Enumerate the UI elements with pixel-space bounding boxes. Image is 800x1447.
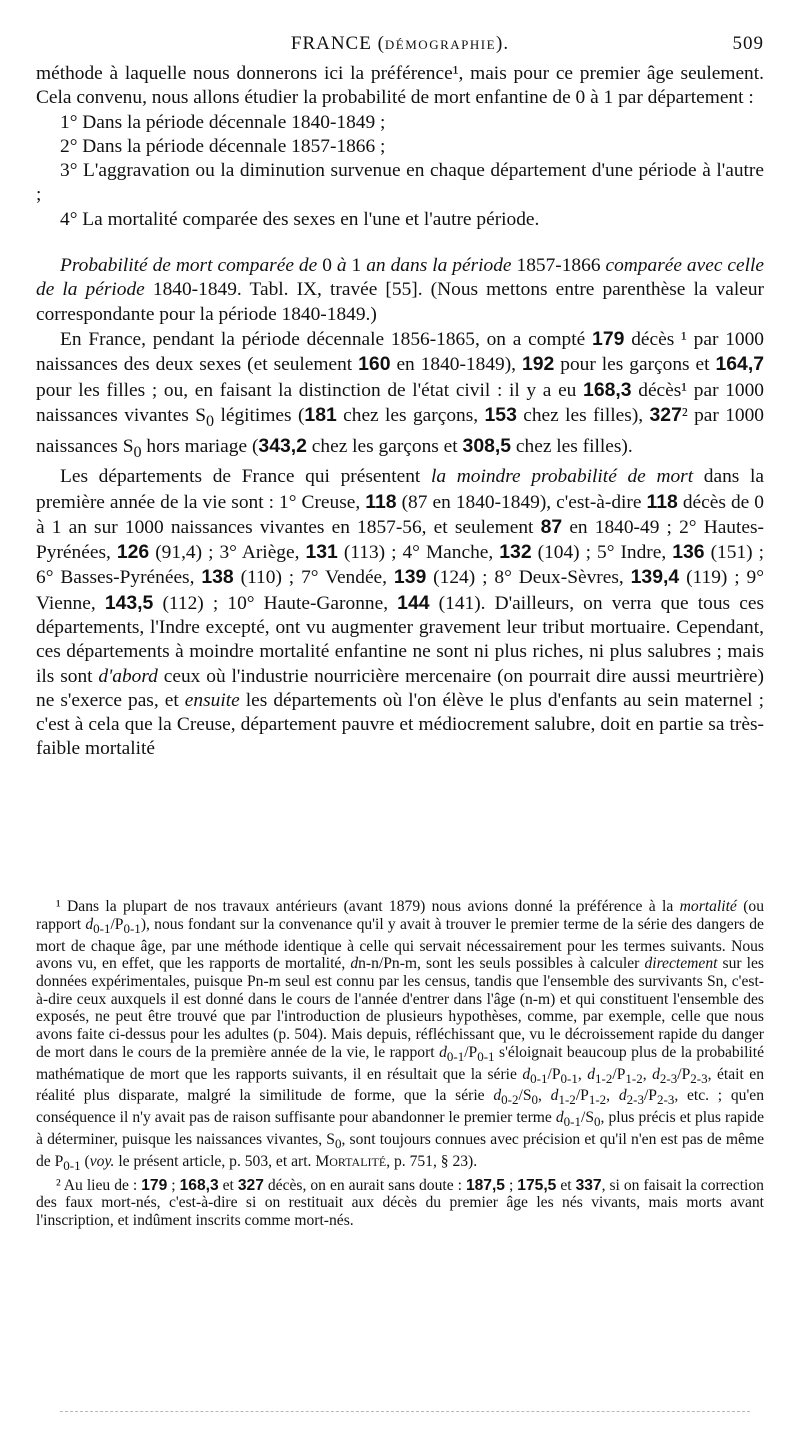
bottom-rule bbox=[60, 1411, 750, 1412]
paragraph-gap bbox=[36, 232, 764, 254]
running-title-end: ). bbox=[496, 33, 510, 54]
main-text bbox=[36, 62, 764, 762]
page-number: 509 bbox=[732, 33, 764, 54]
running-title-subject: DÉMOGRAPHIE bbox=[384, 37, 497, 52]
paragraph: En France, pendant la période décennale 1856-1865, on a compté 179 décès ¹ par 1000 naissances des deux sexes (et seulement 160 en 1840-1849), 192 pour les garçons et 164,7 pour les filles ; ou, en faisant la distinction de l'état civil : il y a eu 168,3 décès¹ par 1000 naissances vivantes $S_0$ légitimes (181 chez les garçons, 153 chez les filles), 327² par 1000 naissances $S_0$ hors mariage (343,2 chez les garçons et 308,5 chez les filles). bbox=[36, 327, 764, 461]
paragraph: Les départements de France qui présentent la moindre probabilité de mort dans la première année de la vie sont : 1° Creuse, 118 (87 en 1840-1849), c'est-à-dire 118 décès de 0 à 1 an sur 1000 naissances vivantes en 1857-56, et seulement 87 en 1840-49 ; 2° Hautes-Pyrénées, 126 (91,4) ; 3° Ariège, 131 (113) ; 4° Manche, 132 (104) ; 5° Indre, 136 (151) ; 6° Basses-Pyrénées, 138 (110) ; 7° Vendée, 139 (124) ; 8° Deux-Sèvres, 139,4 (119) ; 9° Vienne, 143,5 (112) ; 10° Haute-Garonne, 144 (141). D'ailleurs, on verra que tous ces départements, l'Indre excepté, ont vu augmenter gravement leur tribut mortuaire. Cependant, ces départements à moindre mortalité enfantine ne sont ni plus riches, ni plus salubres ; mais ils sont d'abord ceux où l'industrie nourricière mercenaire (on pourrait dire aussi meurtrière) ne s'exerce pas, et ensuite les départements où l'on élève le plus d'enfants au sein maternel ; c'est à cela que la Creuse, département pauvre et médiocrement salubre, doit en partie sa très-faible mortalité bbox=[36, 466, 765, 760]
running-title-main: FRANCE ( bbox=[290, 33, 385, 54]
paragraph: 4° La mortalité comparée des sexes en l'une et l'autre période. bbox=[60, 208, 540, 230]
paragraph: méthode à laquelle nous donnerons ici la préférence¹, mais pour ce premier âge seulement. Cela convenu, nous allons étudier la probabilité de mort enfantine de 0 à 1 par département : bbox=[36, 63, 764, 109]
paragraph: Probabilité de mort comparée de 0 à 1 an dans la période 1857-1866 comparée avec celle de la période 1840-1849. Tabl. IX, travée [55]. (Nous mettons entre parenthèse la valeur correspondante pour la période 1840-1849.) bbox=[36, 255, 765, 325]
running-title bbox=[36, 33, 764, 55]
paragraph: 1° Dans la période décennale 1840-1849 ; bbox=[60, 111, 386, 133]
running-header bbox=[36, 33, 764, 57]
paragraph: 3° L'aggravation ou la diminution survenue en chaque département d'une période à l'autre ; bbox=[36, 160, 764, 206]
footnotes bbox=[36, 898, 764, 1230]
footnote: ² Au lieu de : 179 ; 168,3 et 327 décès, on en aurait sans doute : 187,5 ; 175,5 et 337, si on faisait la correction des faux mort-nés, c'est-à-dire si on restituait aux décès du premier âge les nés vivants, mais morts avant l'inscription, et indûment inscrits comme mort-nés. bbox=[36, 1176, 764, 1230]
paragraph: 2° Dans la période décennale 1857-1866 ; bbox=[60, 135, 386, 157]
footnote: ¹ Dans la plupart de nos travaux antérieurs (avant 1879) nous avions donné la préférence à la mortalité (ou rapport $d_{0-1}/P_{0-1}$), nous fondant sur la convenance qu'il y avait à trouver le premier terme de la série des dangers de mort de chaque âge, par une méthode identique à celle qui servait nécessairement pour les termes suivants. Nous avons vu, en effet, que les rapports de mortalité, dn-n/Pn-m, sont les seuls possibles à calculer directement sur les données expérimentales, puisque Pn-m seul est connu par les census, tandis que l'ensemble des survivants Sn, c'est-à-dire ceux auxquels il est donné dans le cours de l'année d'entrer dans l'âge (n-m) et qui constituent l'ensemble des exposés, ne peut être trouvé que par l'introduction de plusieurs hypothèses, comme, par exemple, celle que nous avons faite ci-dessus pour les adultes (p. 504). Mais depuis, réfléchissant que, vu le décroissement rapide du danger de mort dans le cours de la première année de la vie, le rapport $d_{0-1}/P_{0-1}$ s'éloignait beaucoup plus de la probabilité mathématique de mort que les rapports suivants, il en résultait que la série $d_{0-1}/P_{0-1}$, $d_{1-2}/P_{1-2}$, $d_{2-3}/P_{2-3}$, était en réalité plus disparate, malgré la similitude de forme, que la série $d_{0-2}/S_0$, $d_{1-2}/P_{1-2}$, $d_{2-3}/P_{2-3}$, etc. ; qu'en conséquence il n'y avait pas de raison suffisante pour abandonner le premier terme $d_{0-1}/S_0$, plus précis et plus rapide à déterminer, puisque les naissances vivantes, $S_0$, sont toujours connues avec précision et qu'il n'en est pas de même de $P_{0-1}$ (voy. le présent article, p. 503, et art. MORTALITÉ, p. 751, § 23). bbox=[36, 898, 765, 1173]
